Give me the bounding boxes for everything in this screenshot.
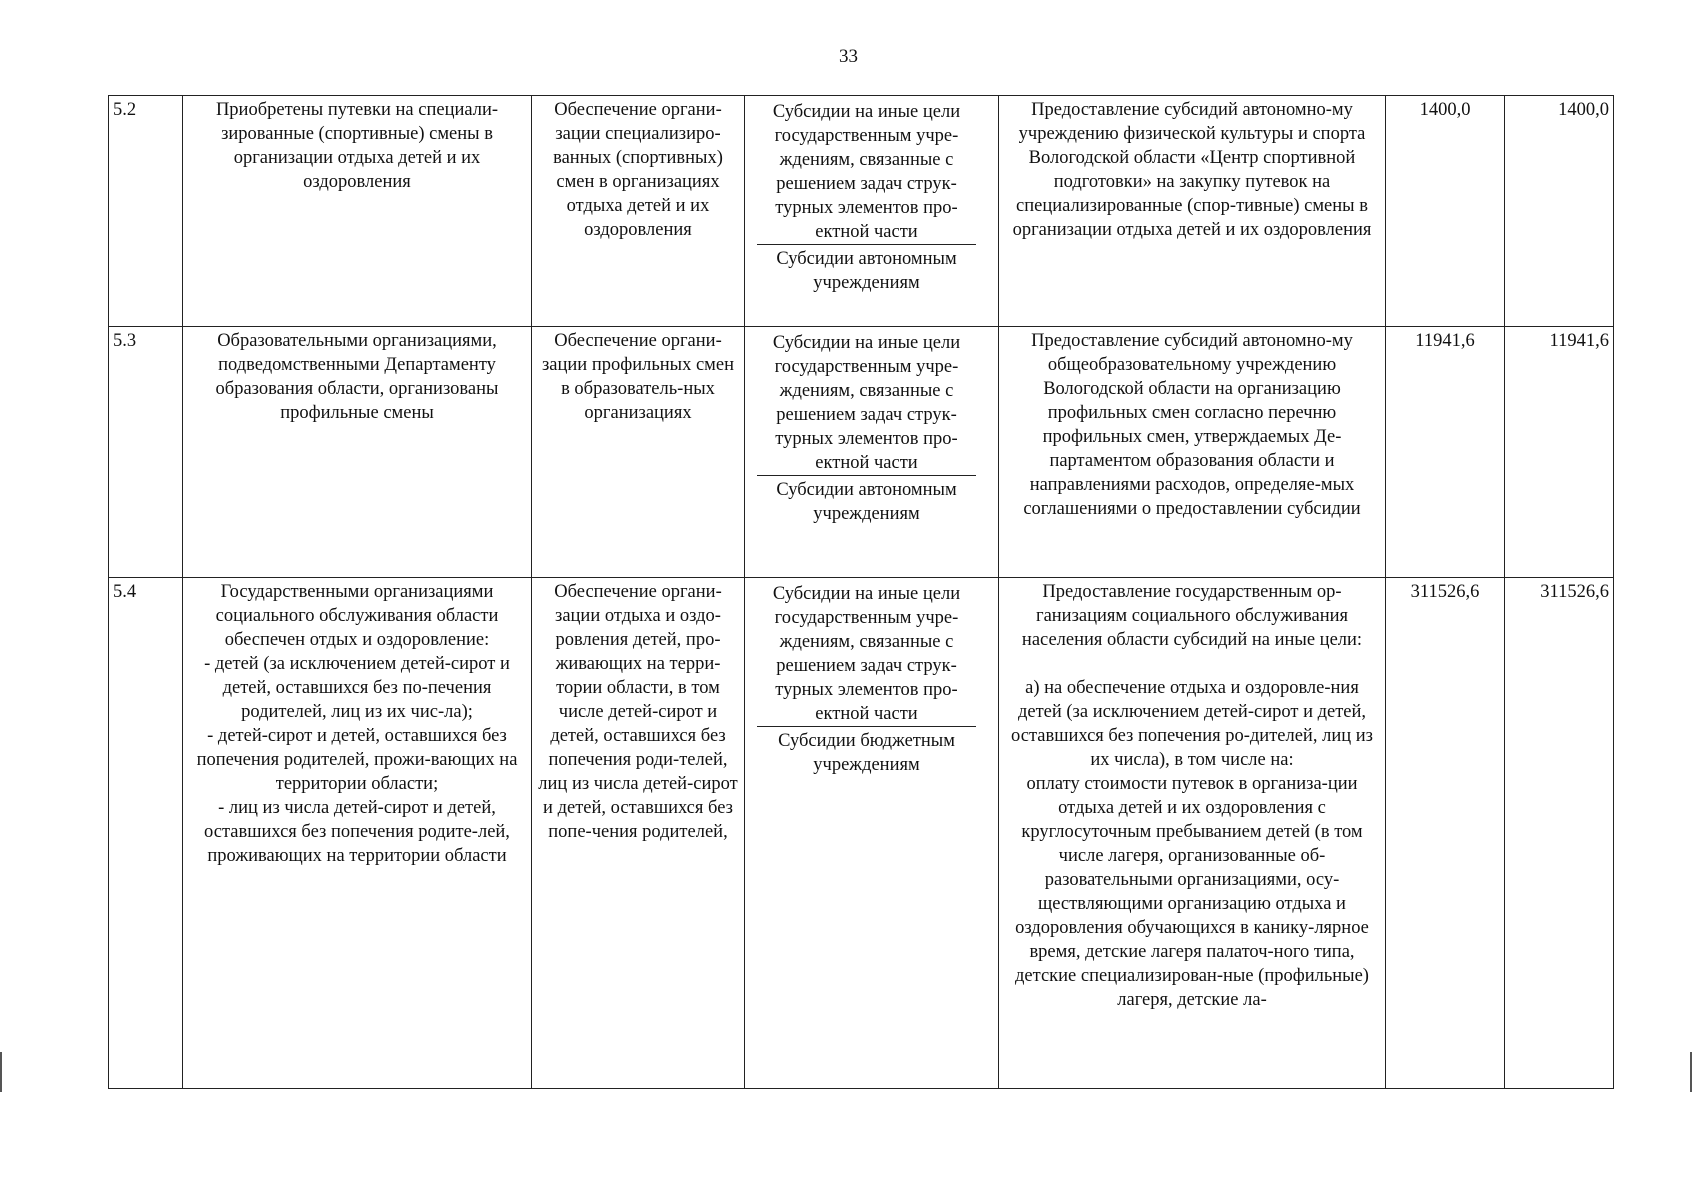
scan-margin-mark <box>1690 1052 1692 1092</box>
direction-intro: Предоставление государственным ор-ганизациям социального обслуживания населения области субсидий на иные цели: <box>1021 582 1363 650</box>
row-number: 5.3 <box>109 327 183 578</box>
result-item: - детей (за исключением детей-сирот и детей, оставшихся без по-печения родителей, лиц из их чис-ла); <box>204 654 510 722</box>
direction-cell: Предоставление субсидий автономно-му учреждению физической культуры и спорта Вологодской области «Центр спортивной подготовки» на закупку путевок на специализированные (спор-тивные) смены в организации отдыха детей и их оздоровления <box>999 96 1386 327</box>
table-row <box>109 327 1614 578</box>
direction-cell <box>999 578 1386 1089</box>
table-row <box>109 578 1614 1089</box>
result-cell: Приобретены путевки на специали-зированные (спортивные) смены в организации отдыха детей и их оздоровления <box>183 96 532 327</box>
purpose-cell: Обеспечение органи-зации специализиро-ванных (спортивных) смен в организациях отдыха детей и их оздоровления <box>532 96 745 327</box>
value-cell-1: 311526,6 <box>1386 578 1505 1089</box>
value-cell-2: 311526,6 <box>1505 578 1614 1089</box>
expense-type-1: Субсидии на иные цели государственным учре-ждениям, связанные с решением задач струк-турных элементов про-ектной части <box>757 580 976 727</box>
result-intro: Государственными организациями социального обслуживания области обеспечен отдых и оздоровление: <box>215 582 499 650</box>
row-number: 5.2 <box>109 96 183 327</box>
purpose-cell: Обеспечение органи-зации профильных смен в образователь-ных организациях <box>532 327 745 578</box>
expense-type-1: Субсидии на иные цели государственным учре-ждениям, связанные с решением задач струк-турных элементов про-ектной части <box>757 329 976 476</box>
budget-table <box>108 95 1614 1089</box>
expense-type-2: Субсидии автономным учреждениям <box>776 249 957 293</box>
direction-item-a: а) на обеспечение отдыха и оздоровле-ния детей (за исключением детей-сирот и детей, оставшихся без попечения ро-дителей, лиц из их числа), в том числе на: <box>1011 678 1373 770</box>
table-row <box>109 96 1614 327</box>
value-cell-2: 1400,0 <box>1505 96 1614 327</box>
expense-type-2: Субсидии бюджетным учреждениям <box>778 731 955 775</box>
expense-cell <box>745 327 999 578</box>
value-cell-1: 1400,0 <box>1386 96 1505 327</box>
purpose-cell: Обеспечение органи-зации отдыха и оздо-ровления детей, про-живающих на терри-тории области, в том числе детей-сирот и детей, оставшихся без попечения роди-телей, лиц из числа детей-сирот и детей, оставшихся без попе-чения родителей, <box>532 578 745 1089</box>
result-cell: Образовательными организациями, подведомственными Департаменту образования области, организованы профильные смены <box>183 327 532 578</box>
direction-item-b: оплату стоимости путевок в организа-ции отдыха детей и их оздоровления с круглосуточным пребыванием детей (в том числе лагеря, организованные об-разовательными организациями, осу-ществляющими организацию отдыха и оздоровления обучающихся в канику-лярное время, детские лагеря палаточ-ного типа, детские специализирован-ные (профильные) лагеря, детские ла- <box>1015 774 1369 1010</box>
row-number: 5.4 <box>109 578 183 1089</box>
page-number: 33 <box>839 46 858 67</box>
expense-cell <box>745 96 999 327</box>
expense-type-1: Субсидии на иные цели государственным учре-ждениям, связанные с решением задач струк-турных элементов про-ектной части <box>757 98 976 245</box>
result-item: - лиц из числа детей-сирот и детей, оставшихся без попечения родите-лей, проживающих на территории области <box>204 798 510 866</box>
scan-margin-mark <box>0 1052 2 1092</box>
expense-cell <box>745 578 999 1089</box>
value-cell-1: 11941,6 <box>1386 327 1505 578</box>
value-cell-2: 11941,6 <box>1505 327 1614 578</box>
result-cell <box>183 578 532 1089</box>
direction-cell: Предоставление субсидий автономно-му общеобразовательному учреждению Вологодской области на организацию профильных смен согласно перечню профильных смен, утверждаемых Де-партаментом образования области и направлениями расходов, определяе-мых соглашениями о предоставлении субсидии <box>999 327 1386 578</box>
result-item: - детей-сирот и детей, оставшихся без попечения родителей, прожи-вающих на территории области; <box>196 726 518 794</box>
expense-type-2: Субсидии автономным учреждениям <box>776 480 957 524</box>
